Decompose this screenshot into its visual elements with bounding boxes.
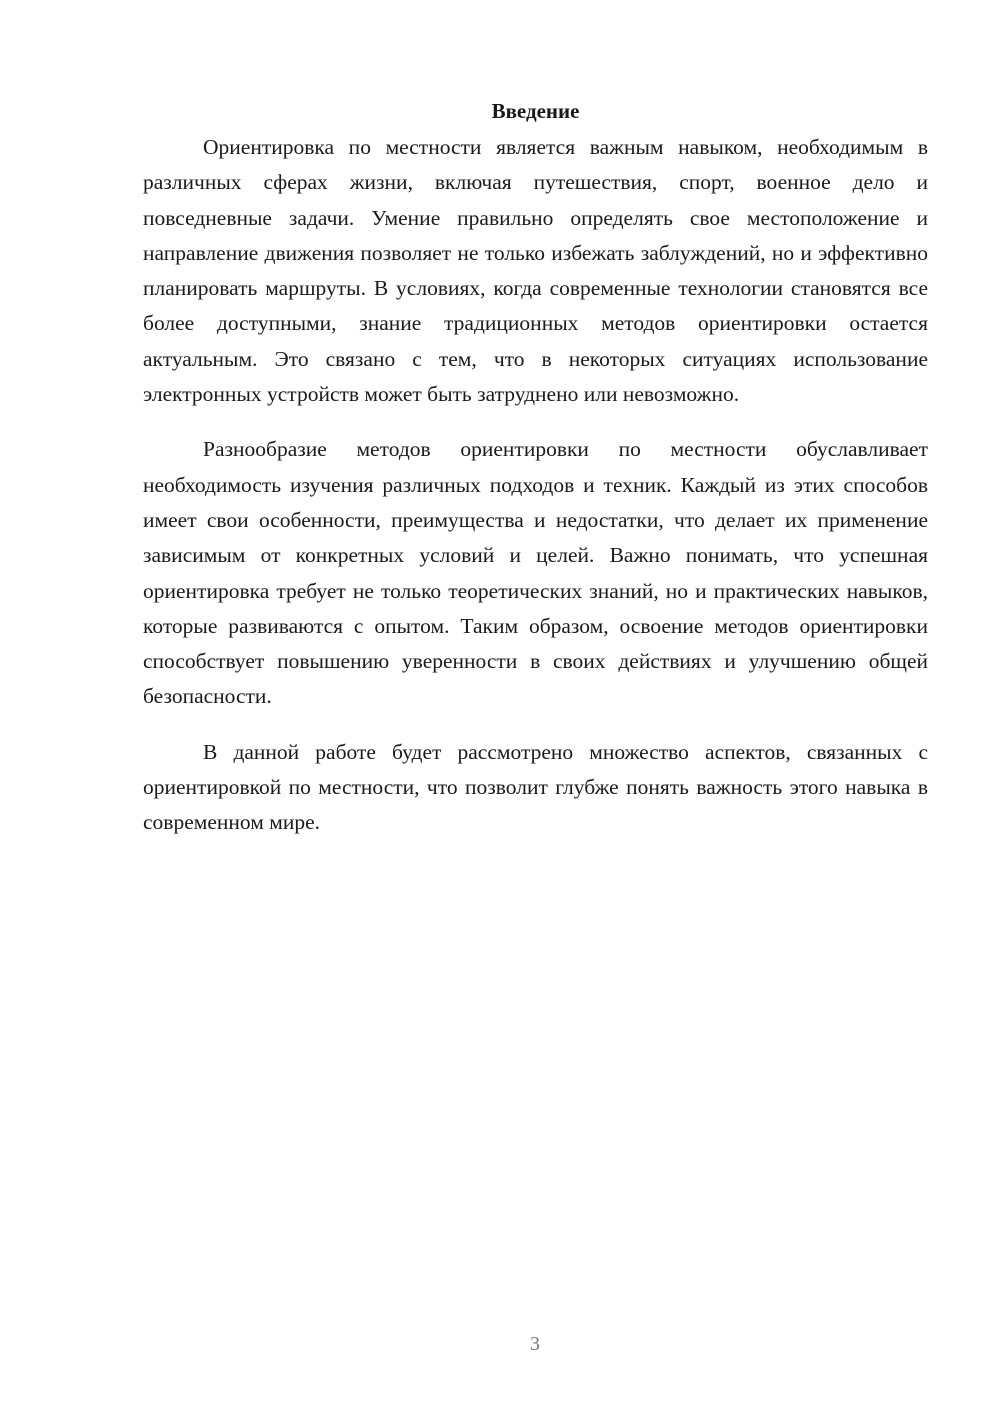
paragraph-3: В данной работе будет рассмотрено множество аспектов, связанных с ориентировкой по местности, что позволит глубже понять важность этого навыка в современном мире.	[143, 739, 928, 835]
paragraph-1: Ориентировка по местности является важным навыком, необходимым в различных сферах жизни, включая путешествия, спорт, военное дело и повседневные задачи. Умение правильно определять свое местоположение и направление движения позволяет не только избежать заблуждений, но и эффективно планировать маршруты. В условиях, когда современные технологии становятся все более доступными, знание традиционных методов ориентировки остается актуальным. Это связано с тем, что в некоторых ситуациях использование электронных устройств может быть затруднено или невозможно.	[143, 135, 928, 407]
page-content	[143, 95, 928, 861]
section-heading: Введение	[491, 99, 580, 123]
page-number: 3	[530, 1333, 540, 1355]
paragraph-2: Разнообразие методов ориентировки по местности обуславливает необходимость изучения различных подходов и техник. Каждый из этих способов имеет свои особенности, преимущества и недостатки, что делает их применение зависимым от конкретных условий и целей. Важно понимать, что успешная ориентировка требует не только теоретических знаний, но и практических навыков, которые развиваются с опытом. Таким образом, освоение методов ориентировки способствует повышению уверенности в своих действиях и улучшению общей безопасности.	[143, 437, 928, 709]
